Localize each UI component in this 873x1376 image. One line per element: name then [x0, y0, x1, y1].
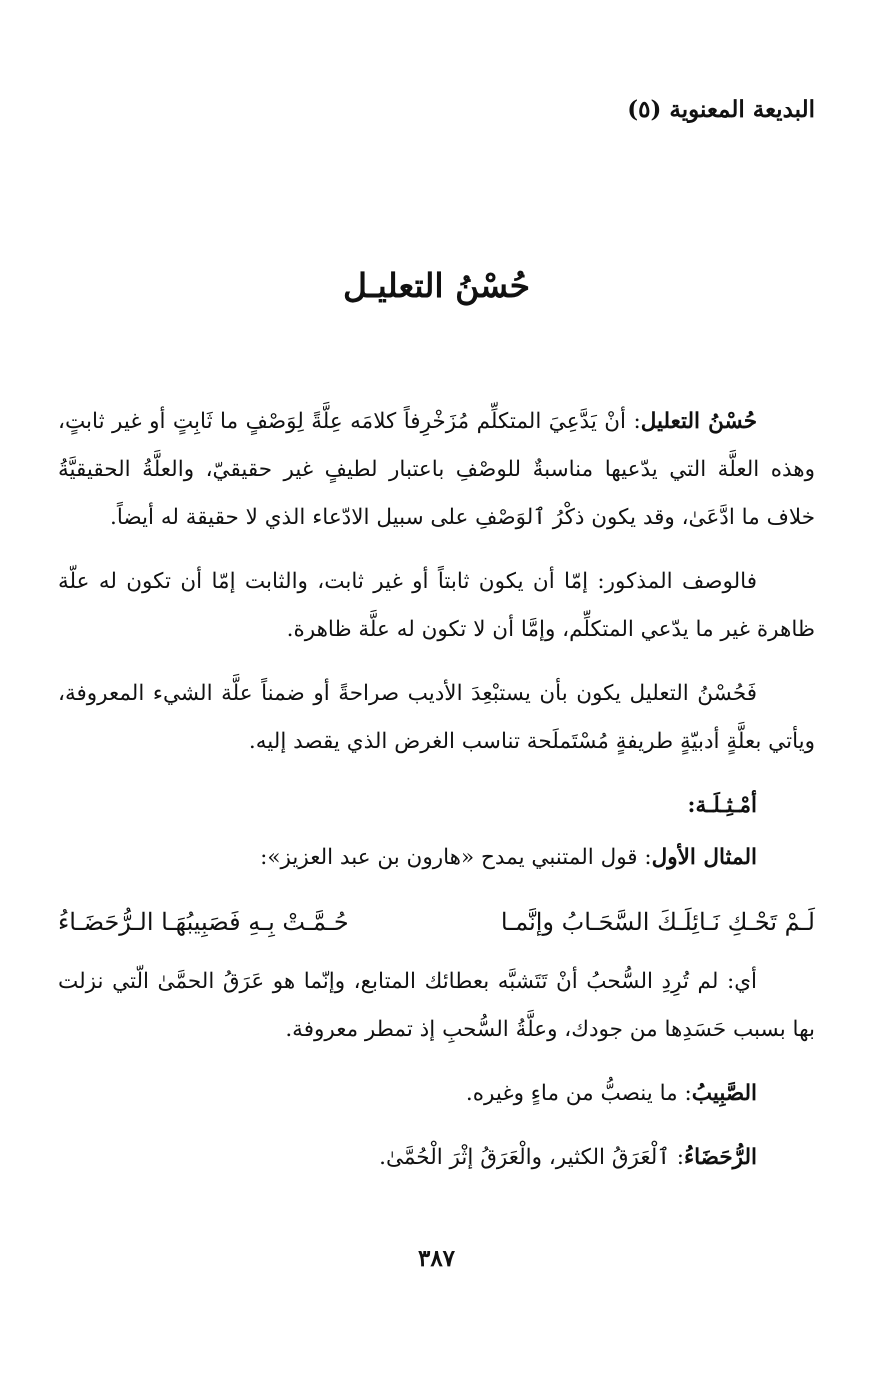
gloss-sabib	[58, 1070, 815, 1118]
example-one-text: : قول المتنبي يمدح «هارون بن عبد العزيز»:	[260, 845, 652, 870]
gloss-ruhada-text: : ٱلْعَرَقُ الكثير، والْعَرَقُ إثْرَ الْحُمَّىٰ.	[379, 1145, 685, 1170]
definition-text: : أنْ يَدَّعِيَ المتكلِّم مُزَخْرِفاً كلامَه عِلَّةً لِوَصْفٍ ما ثَابِتٍ أو غير ثابتٍ، وهذه العلَّة التي يدّعيها مناسبةٌ للوصْفِ باعتبار لطيفٍ غير حقيقيّ، والعلَّةُ الحقيقيَّةُ خلاف ما ادَّعَىٰ، وقد يكون ذكْرُ ٱلوَصْفِ على سبيل الادّعاء الذي لا حقيقة له أيضاً.	[58, 409, 815, 530]
page-number: ٣٨٧	[417, 1245, 456, 1272]
chapter-title: حُسْنُ التعليـل	[342, 266, 531, 305]
paragraph-described-attribute: فالوصف المذكور: إمّا أن يكون ثابتاً أو غير ثابت، والثابت إمّا أن تكون له علّة ظاهرة غير ما يدّعي المتكلِّم، وإمَّا أن لا تكون له علَّة ظاهرة.	[58, 569, 815, 642]
verse-explanation: أي: لم تُرِدِ السُّحبُ أنْ تَتَشبَّه بعطائك المتابع، وإنّما هو عَرَقُ الحمَّىٰ الّتي نزلت بها بسبب حَسَدِها من جودك، وعلَّةُ السُّحبِ إذ تمطر معروفة.	[58, 969, 815, 1042]
gloss-sabib-term: الصَّبِيبُ	[691, 1081, 757, 1106]
running-header: البديعة المعنوية (٥)	[627, 96, 815, 123]
example-one-intro	[58, 834, 815, 882]
body-text	[58, 398, 815, 1198]
definition-paragraph	[58, 398, 815, 542]
example-one-term: المثال الأول	[651, 845, 757, 870]
paragraph-method: فَحُسْنُ التعليل يكون بأن يستبْعِدَ الأديب صراحةً أو ضمناً علَّة الشيء المعروفة، ويأتي بعلَّةٍ أدبيّةٍ طريفةٍ مُسْتَملَحة تناسب الغرض الذي يقصد إليه.	[58, 681, 815, 754]
gloss-ruhada	[58, 1134, 815, 1182]
definition-term: حُسْنُ التعليل	[640, 409, 757, 434]
examples-heading: أمْـثِـلَـة:	[687, 793, 757, 818]
verse-first-hemistich: لَـمْ تَحْـكِ نَـائِلَـكَ السَّحَـابُ وإنَّمـا	[500, 908, 815, 936]
poetry-verse	[58, 898, 815, 946]
verse-second-hemistich: حُـمَّـتْ بِـهِ فَصَبِيبُهَـا الـرُّحَضَـاءُ	[58, 908, 349, 936]
gloss-sabib-text: : ما ينصبُّ من ماءٍ وغيره.	[465, 1081, 692, 1106]
gloss-ruhada-term: الرُّحَضَاءُ	[684, 1145, 757, 1170]
